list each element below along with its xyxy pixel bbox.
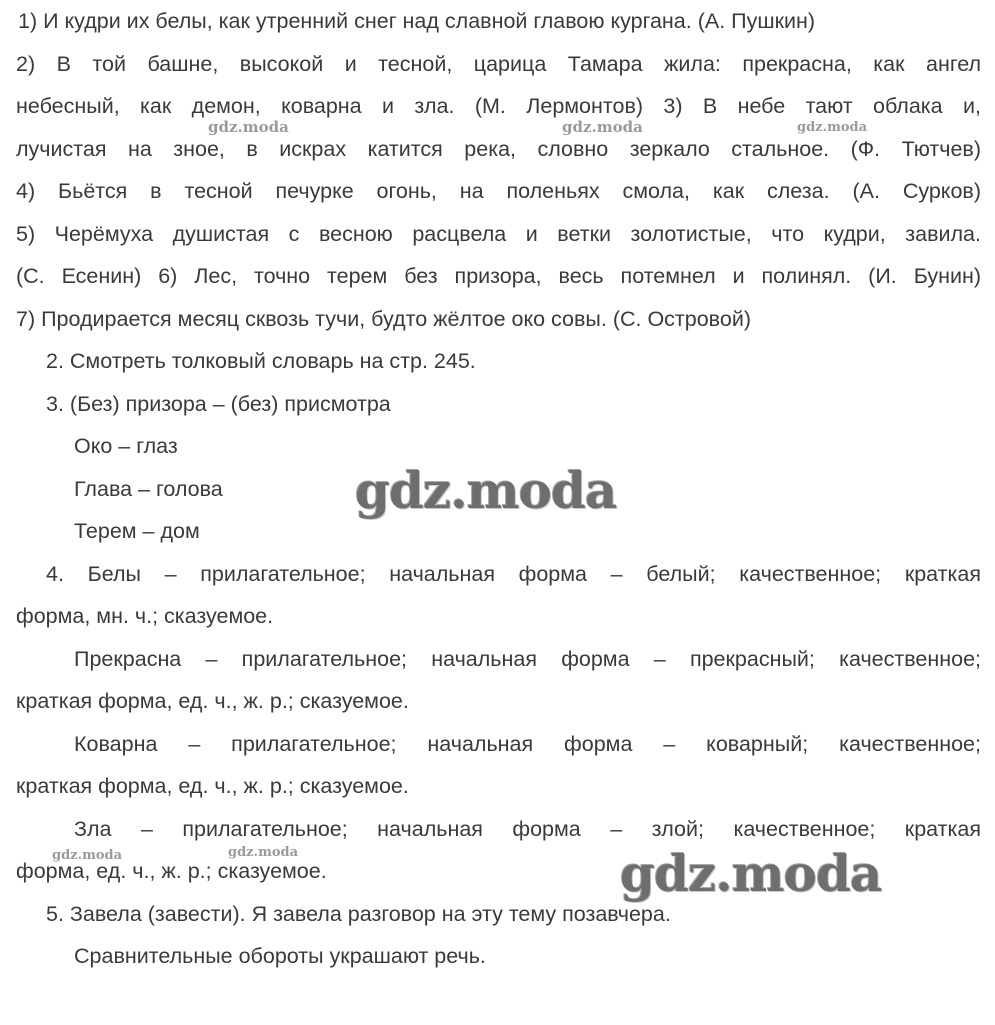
text-line-14: 4. Белы – прилагательное; начальная форма – белый; качественное; краткая xyxy=(46,561,981,586)
text-line-13: Терем – дом xyxy=(74,519,200,543)
text-line-5: 4) Бьётся в тесной печурке огонь, на поленьях смола, как слеза. (А. Сурков) xyxy=(16,179,981,203)
text-line-2: 2) В той башне, высокой и тесной, царица Тамара жила: прекрасна, как ангел xyxy=(16,51,981,76)
text-line-4: лучистая на зное, в искрах катится река, словно зеркало стальное. (Ф. Тютчев) xyxy=(16,136,981,161)
text-line-7: (С. Есенин) 6) Лес, точно терем без призора, весь потемнел и полинял. (И. Бунин) xyxy=(16,264,981,288)
text-line-6: 5) Черёмуха душистая с весною расцвела и ветки золотистые, что кудри, завила. xyxy=(16,221,981,246)
text-line-20: Зла – прилагательное; начальная форма – злой; качественное; краткая xyxy=(74,816,981,841)
text-line-15: форма, мн. ч.; сказуемое. xyxy=(16,604,274,628)
text-line-21: форма, ед. ч., ж. р.; сказуемое. xyxy=(16,859,327,883)
text-line-22: 5. Завела (завести). Я завела разговор на эту тему позавчера. xyxy=(46,901,671,926)
watermark-logo: gdz.moda xyxy=(562,118,643,136)
text-line-3: небесный, как демон, коварна и зла. (М. Лермонтов) 3) В небе тают облака и, xyxy=(16,94,981,118)
text-line-17: краткая форма, ед. ч., ж. р.; сказуемое. xyxy=(16,689,409,713)
text-line-23: Сравнительные обороты украшают речь. xyxy=(74,944,486,968)
watermark-logo: gdz.moda xyxy=(52,848,123,863)
text-line-10: 3. (Без) призора – (без) присмотра xyxy=(46,391,391,416)
text-line-18: Коварна – прилагательное; начальная форма – коварный; качественное; xyxy=(74,731,981,756)
watermark-logo: gdz.moda xyxy=(228,845,299,860)
text-line-9: 2. Смотреть толковый словарь на стр. 245. xyxy=(46,349,476,373)
watermark-logo: gdz.moda xyxy=(797,120,868,135)
text-line-8: 7) Продирается месяц сквозь тучи, будто жёлтое око совы. (С. Островой) xyxy=(16,306,751,331)
text-line-19: краткая форма, ед. ч., ж. р.; сказуемое. xyxy=(16,774,409,798)
text-line-11: Око – глаз xyxy=(74,434,178,458)
watermark-logo-large: gdz.moda xyxy=(620,844,882,903)
text-line-12: Глава – голова xyxy=(74,476,223,501)
watermark-logo-large: gdz.moda xyxy=(355,461,617,520)
text-line-1: 1) И кудри их белы, как утренний снег над славной главою кургана. (А. Пушкин) xyxy=(18,9,816,33)
text-line-16: Прекрасна – прилагательное; начальная форма – прекрасный; качественное; xyxy=(74,646,981,671)
watermark-logo: gdz.moda xyxy=(208,118,289,136)
